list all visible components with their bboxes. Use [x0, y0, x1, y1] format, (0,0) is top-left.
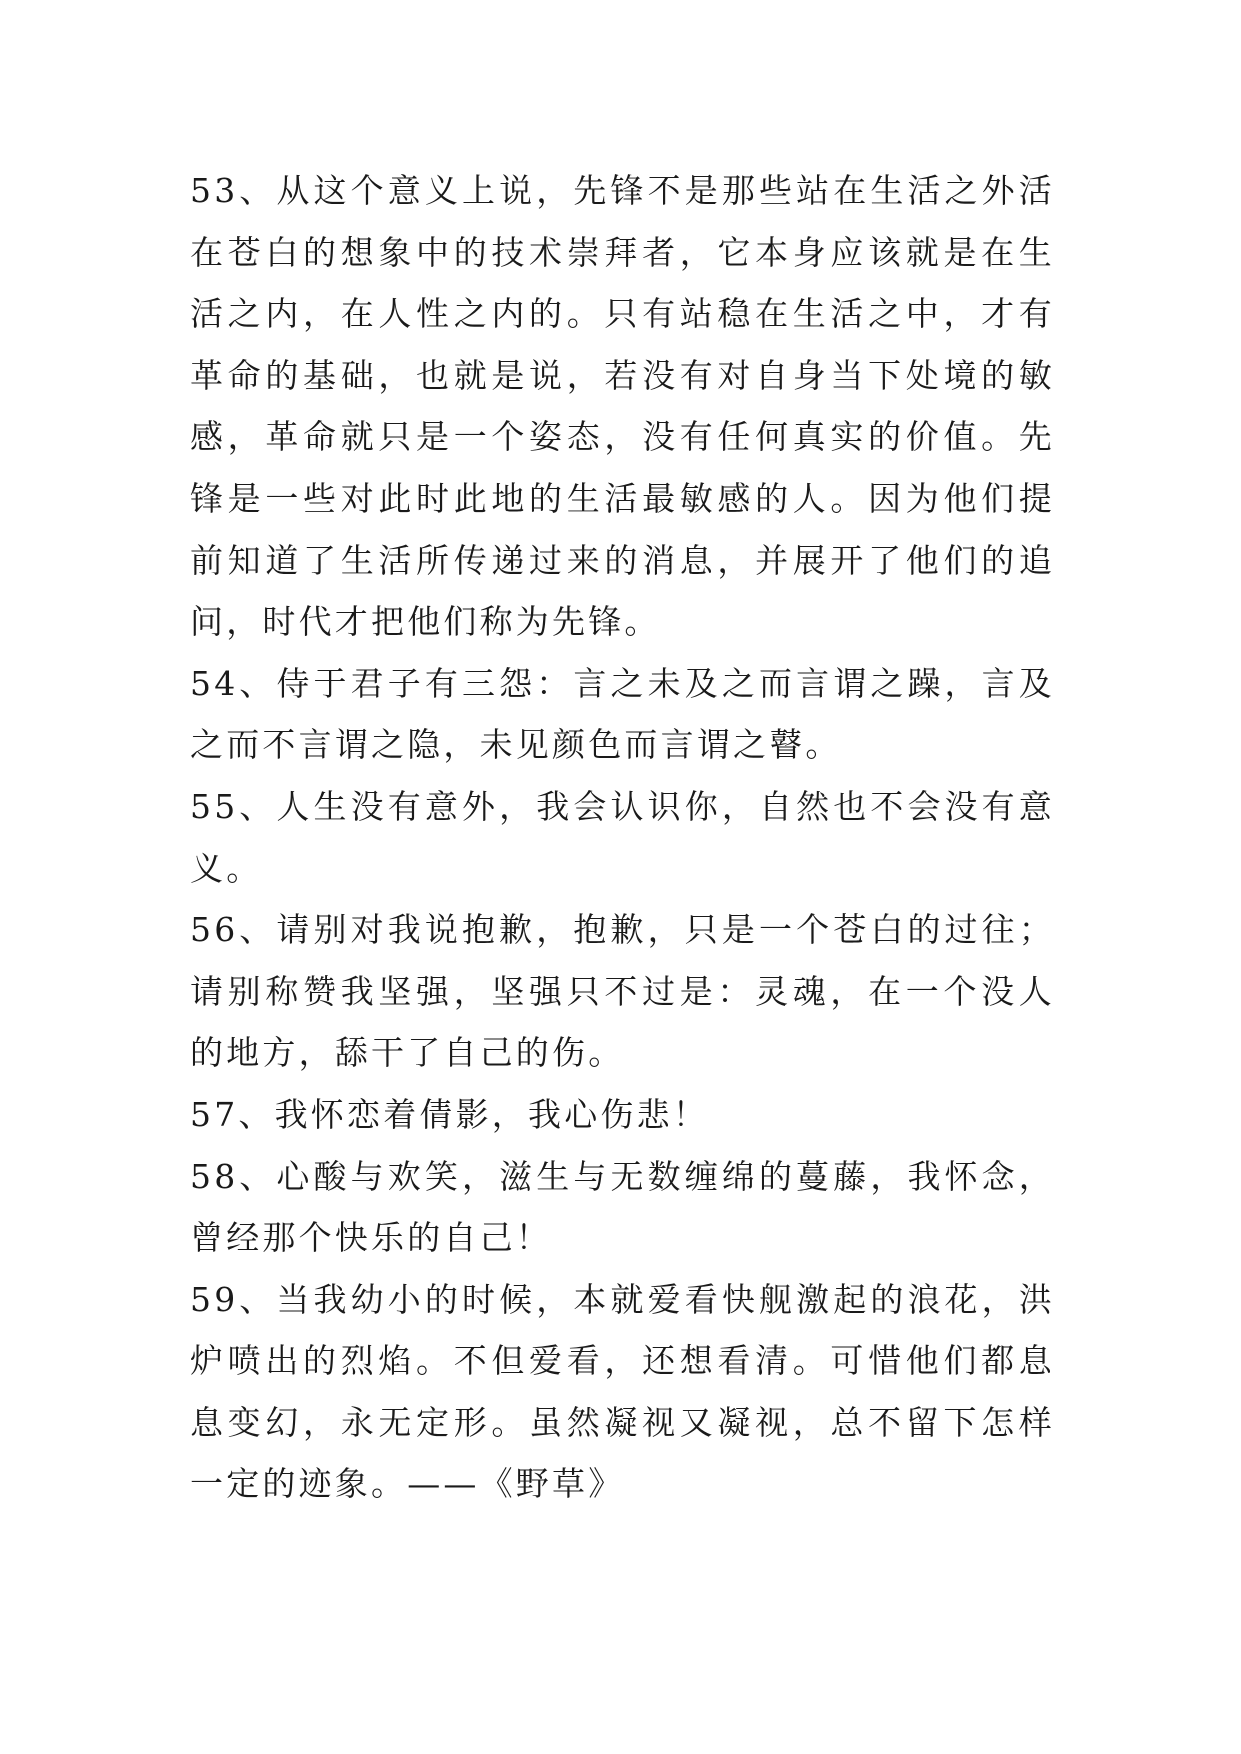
document-body: [190, 160, 1055, 1515]
paragraph-55: 55、人生没有意外，我会认识你，自然也不会没有意义。: [190, 786, 1055, 888]
paragraph-56: 56、请别对我说抱歉，抱歉，只是一个苍白的过往；请别称赞我坚强，坚强只不过是：灵魂，在一个没人的地方，舔干了自己的伤。: [190, 910, 1055, 1073]
paragraph-57: 57、我怀恋着倩影，我心伤悲！: [190, 1094, 709, 1134]
paragraph-59: 59、当我幼小的时候，本就爱看快舰激起的浪花，洪炉喷出的烈焰。不但爱看，还想看清。可惜他们都息息变幻，永无定形。虽然凝视又凝视，总不留下怎样一定的迹象。——《野草》: [190, 1279, 1055, 1504]
paragraph-53: 53、从这个意义上说，先锋不是那些站在生活之外活在苍白的想象中的技术崇拜者，它本身应该就是在生活之内，在人性之内的。只有站稳在生活之中，才有革命的基础，也就是说，若没有对自身当下处境的敏感，革命就只是一个姿态，没有任何真实的价值。先锋是一些对此时此地的生活最敏感的人。因为他们提前知道了生活所传递过来的消息，并展开了他们的追问，时代才把他们称为先锋。: [190, 171, 1055, 642]
paragraph-54: 54、侍于君子有三怨：言之未及之而言谓之躁，言及之而不言谓之隐，未见颜色而言谓之瞽。: [190, 663, 1055, 765]
paragraph-58: 58、心酸与欢笑，滋生与无数缠绵的蔓藤，我怀念，曾经那个快乐的自己！: [190, 1156, 1055, 1258]
